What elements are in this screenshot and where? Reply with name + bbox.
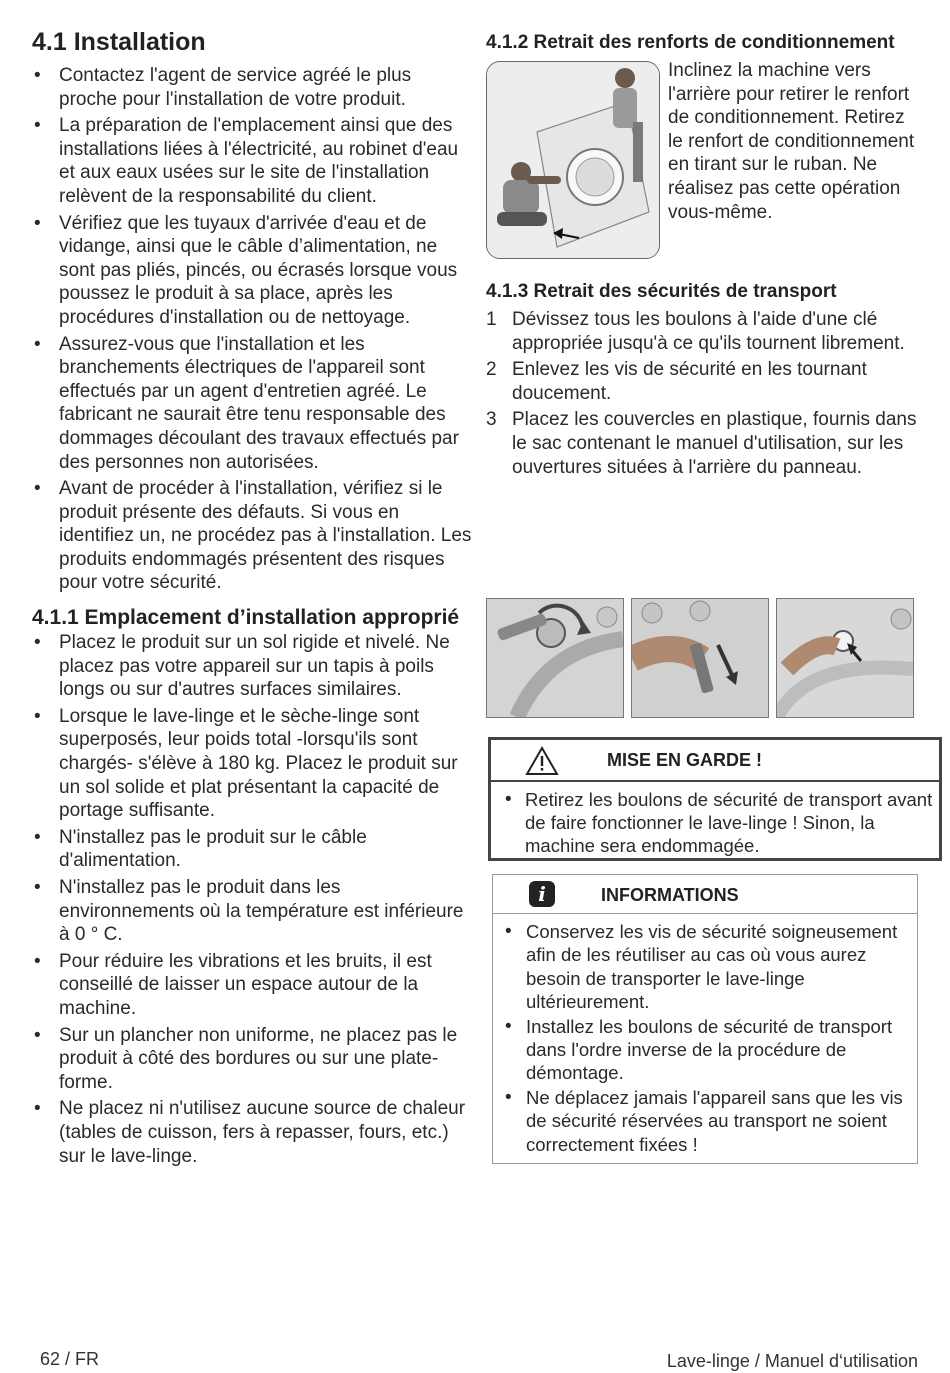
subsection-title-412: 4.1.2 Retrait des renforts de conditionnement (486, 32, 895, 53)
step-text: Dévissez tous les boulons à l'aide d'une clé appropriée jusqu'à ce qu'ils tournent librement. (512, 309, 905, 354)
steps-list (486, 308, 920, 479)
warning-triangle-icon (525, 746, 559, 776)
list-item: • Conservez les vis de sécurité soigneusement afin de les réutiliser au cas où vous aurez besoin de transporter le lave-linge ultérieurement. (505, 920, 911, 1014)
list-item: • Ne placez ni n'utilisez aucune source de chaleur (tables de cuisson, fers à repasser, fours, etc.) sur le lave-linge. (32, 1097, 472, 1168)
list-item (486, 308, 920, 355)
subsection-title-413: 4.1.3 Retrait des sécurités de transport (486, 281, 837, 302)
left-column (32, 26, 472, 1171)
list-item: • Retirez les boulons de sécurité de transport avant de faire fonctionner le lave-linge ! Sinon, la machine sera endommagée. (505, 788, 933, 857)
machine-tilt-illustration (487, 62, 659, 258)
list-item: • Contactez l'agent de service agréé le plus proche pour l'installation de votre produit. (32, 64, 472, 111)
list-item: • Placez le produit sur un sol rigide et nivelé. Ne placez pas votre appareil sur un tapis à poils longs ou sur d'autres surfaces similaires. (32, 631, 472, 702)
packaging-removal-illustration (486, 61, 660, 259)
list-item (486, 358, 920, 405)
step-text: Enlevez les vis de sécurité en les tournant doucement. (512, 359, 867, 404)
step-number: 1 (486, 309, 497, 330)
information-body (493, 914, 917, 1156)
list-item: • Sur un plancher non uniforme, ne placez pas le produit à côté des bordures ou sur une plate-forme. (32, 1024, 472, 1095)
list-item (486, 408, 920, 479)
step-number: 2 (486, 359, 497, 381)
install-bullet-list (32, 64, 472, 595)
document-title: Lave-linge / Manuel d‘utilisation (666, 1351, 918, 1371)
list-item: • Lorsque le lave-linge et le sèche-linge sont superposés, leur poids total -lorsqu'ils sont chargés- s'élève à 180 kg. Placez le produit sur un sol solide et plat présentant la capacité de portage suffisante. (32, 705, 472, 823)
list-item: • Vérifiez que les tuyaux d'arrivée d'eau et de vidange, ainsi que le câble d’alimentation, ne sont pas pliés, pincés, ou écrasés lorsque vous poussez le produit à sa place, après les procédures d'installation ou de nettoyage. (32, 212, 472, 330)
list-item: • Pour réduire les vibrations et les bruits, il est conseillé de laisser un espace autour de la machine. (32, 950, 472, 1021)
placement-bullet-list (32, 631, 472, 1168)
warning-title: MISE EN GARDE ! (607, 750, 763, 770)
page-number: 62 / FR (40, 1349, 100, 1369)
subsection-title: 4.1.1 Emplacement d’installation approprié (32, 606, 460, 630)
step1-unscrew-photo (486, 598, 624, 718)
section-title: 4.1 Installation (32, 28, 206, 56)
info-icon: i (529, 881, 555, 907)
sec412-text: Inclinez la machine vers l'arrière pour retirer le renfort de conditionnement. Retirez le renfort de conditionnement en tirant sur le ruban. Ne réalisez pas cette opération vous-même. (668, 60, 915, 223)
right-column (486, 30, 920, 482)
warning-header (491, 740, 939, 782)
step2-remove-bolt-photo (631, 598, 769, 718)
list-item: • N'installez pas le produit dans les environnements où la température est inférieure à 0 ° C. (32, 876, 472, 947)
list-item: • La préparation de l'emplacement ainsi que des installations liées à l'électricité, au robinet d'eau et aux eaux usées sur le site de l'installation relèvent de la responsabilité du client. (32, 114, 472, 208)
information-box (492, 874, 918, 1164)
step-text: Placez les couvercles en plastique, fournis dans le sac contenant le manuel d'utilisation, sur les ouvertures situées à l'arrière du panneau. (512, 409, 917, 478)
step-number: 3 (486, 409, 497, 431)
warning-body (491, 782, 939, 857)
warning-box (488, 737, 942, 861)
information-header (493, 875, 917, 914)
information-title: INFORMATIONS (601, 885, 739, 905)
list-item: • Assurez-vous que l'installation et les branchements électriques de l'appareil sont effectués par un agent d'entretien agréé. Le fabricant ne saurait être tenu responsable des dommages découlant des travaux effectués par des personnes non autorisées. (32, 333, 472, 475)
list-item: • N'installez pas le produit sur le câble d'alimentation. (32, 826, 472, 873)
list-item: • Installez les boulons de sécurité de transport dans l'ordre inverse de la procédure de démontage. (505, 1015, 911, 1085)
step3-plastic-cover-photo (776, 598, 914, 718)
list-item: • Ne déplacez jamais l'appareil sans que les vis de sécurité réservées au transport ne soient correctement fixées ! (505, 1086, 911, 1156)
list-item: • Avant de procéder à l'installation, vérifiez si le produit présente des défauts. Si vous en identifiez un, ne procédez pas à l'installation. Les produits endommagés présentent des risques pour votre sécurité. (32, 477, 472, 595)
